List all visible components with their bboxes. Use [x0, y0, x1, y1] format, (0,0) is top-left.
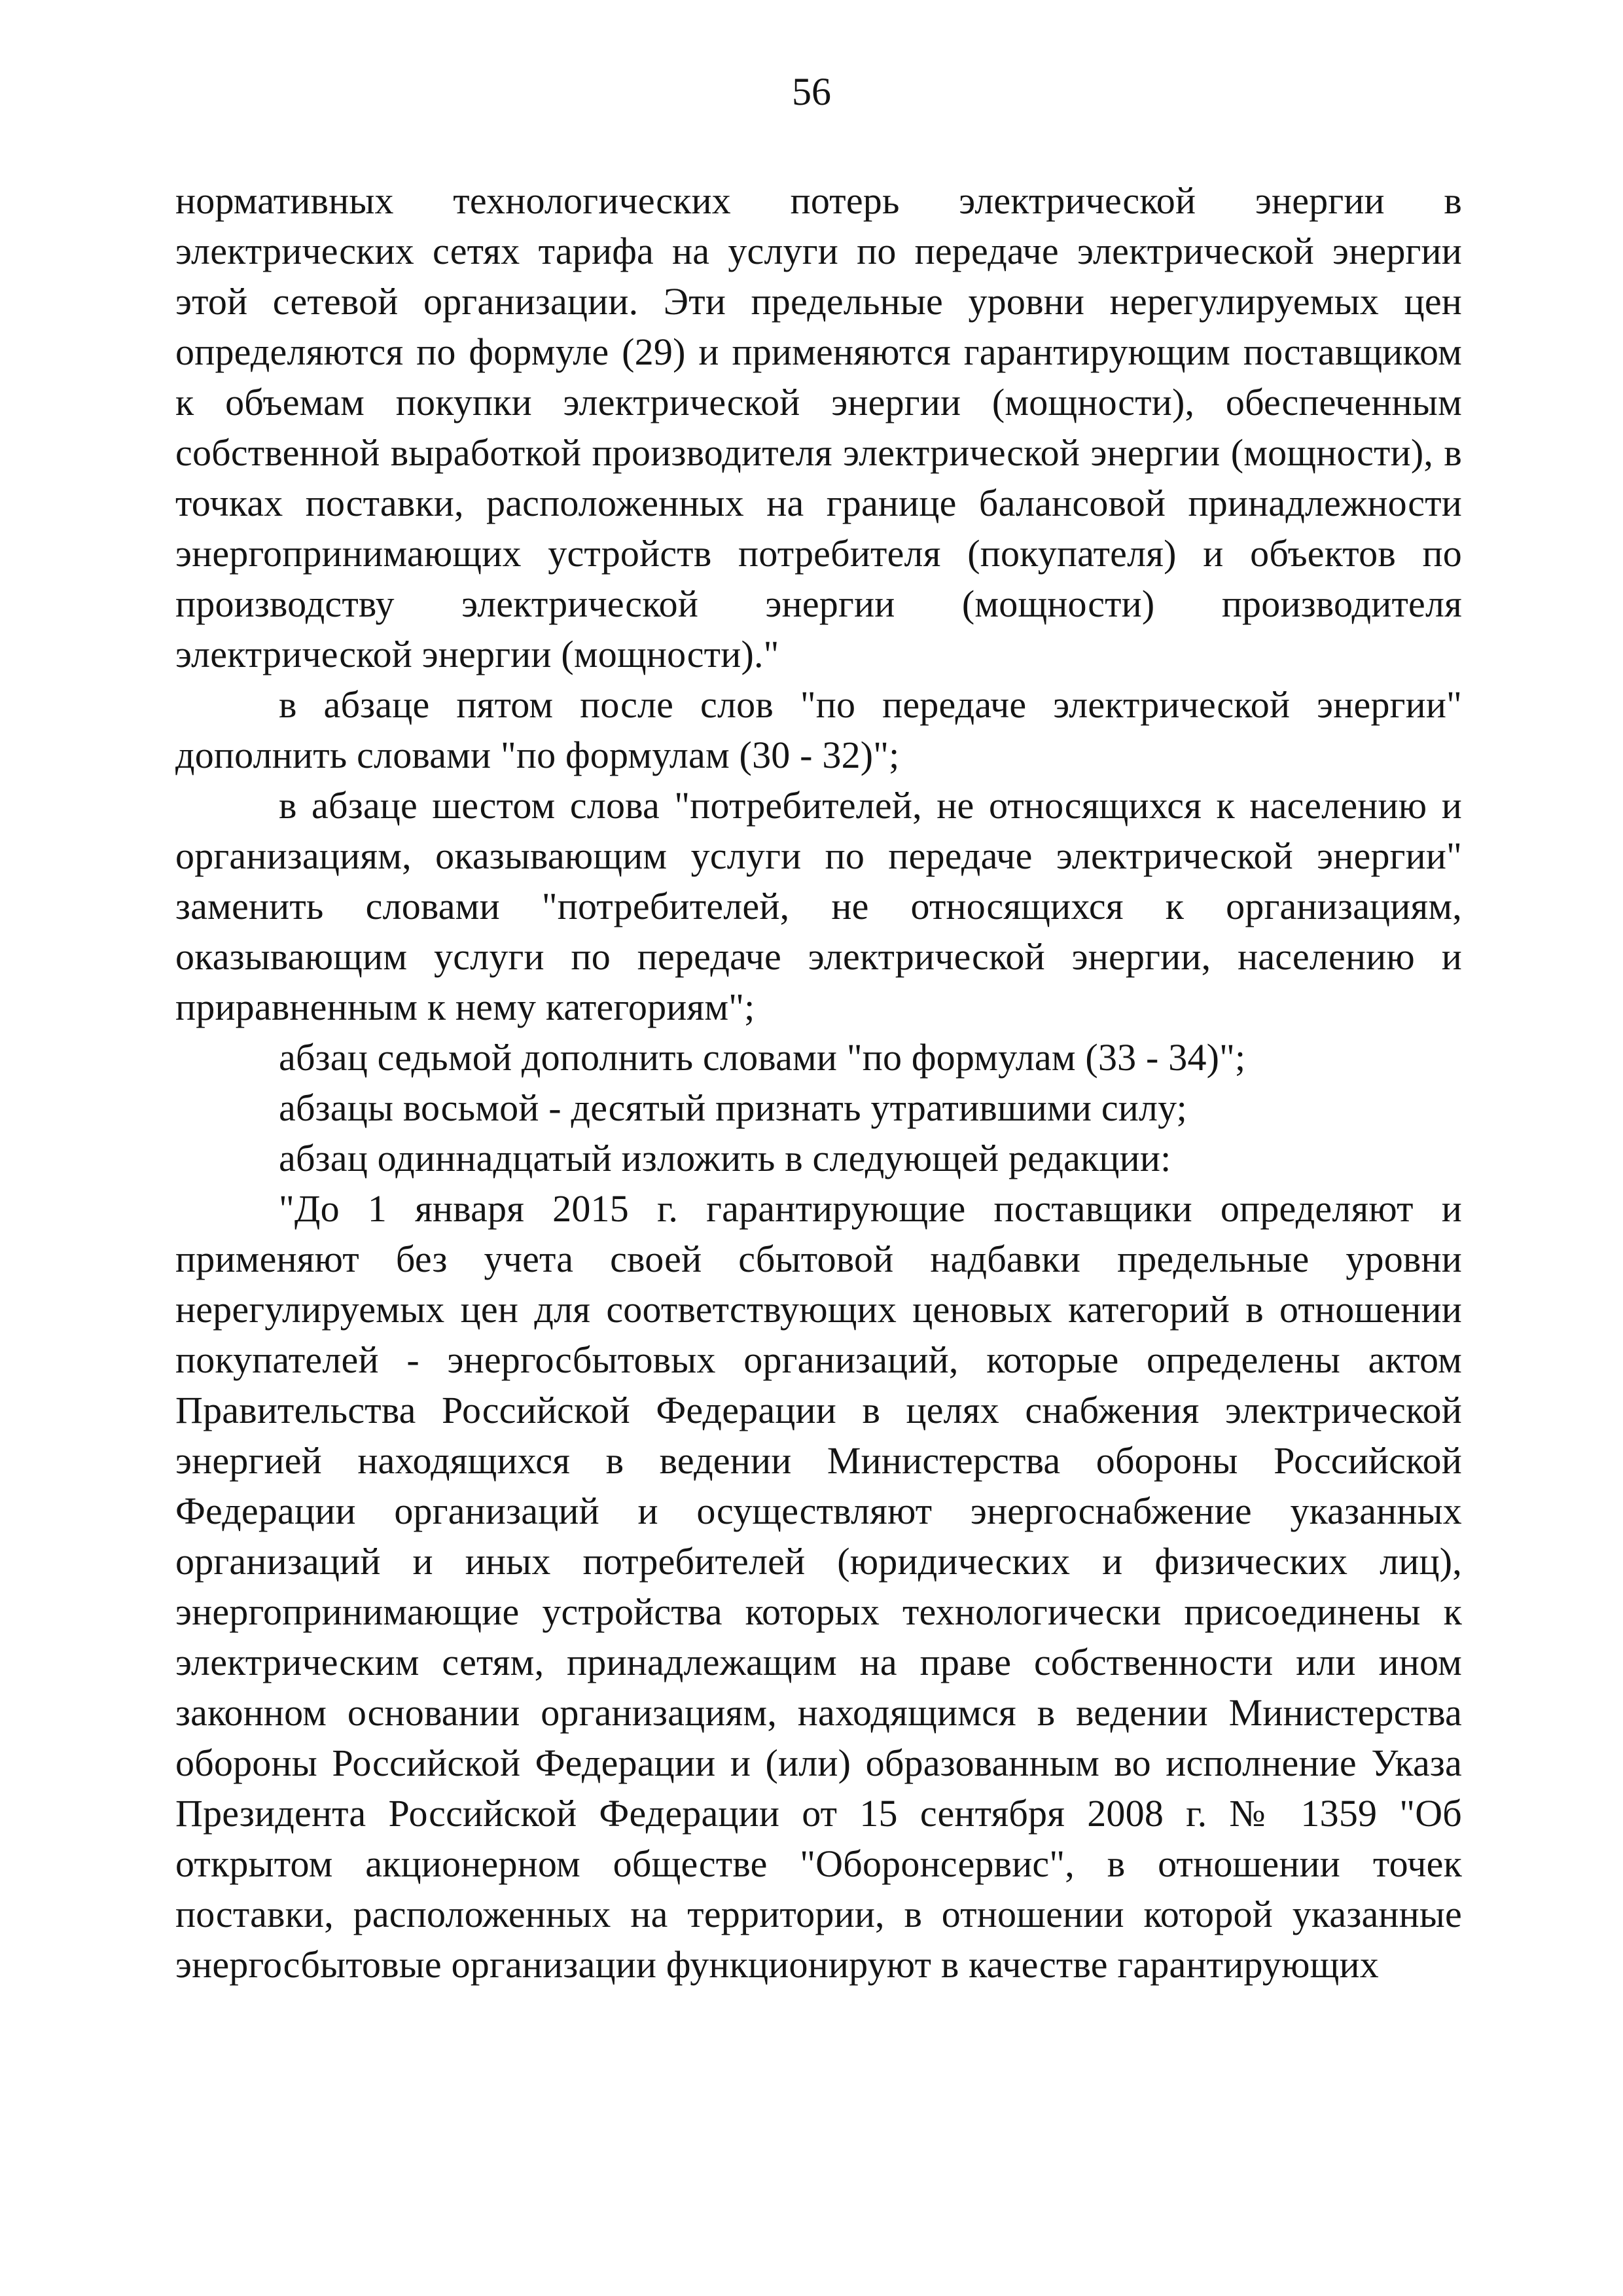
paragraph-1: нормативных технологических потерь электрической энергии в электрических сетях тарифа на услуги по передаче электрической энергии этой сетевой организации. Эти предельные уровни нерегулируемых цен определяются по формуле (29) и применяются гарантирующим поставщиком к объемам покупки электрической энергии (мощности), обеспеченным собственной выработкой производителя электрической энергии (мощности), в точках поставки, расположенных на границе балансовой принадлежности энергопринимающих устройств потребителя (покупателя) и объектов по производству электрической энергии (мощности) производителя электрической энергии (мощности)." [175, 179, 1462, 675]
paragraph-7: "До 1 января 2015 г. гарантирующие поставщики определяют и применяют без учета своей сбытовой надбавки предельные уровни нерегулируемых цен для соответствующих ценовых категорий в отношении покупателей - энергосбытовых организаций, которые определены актом Правительства Российской Федерации в целях снабжения электрической энергией находящихся в ведении Министерства обороны Российской Федерации организаций и осуществляют энергоснабжение указанных организаций и иных потребителей (юридических и физических лиц), энергопринимающие устройства которых технологически присоединены к электрическим сетям, принадлежащим на праве собственности или ином законном основании организациям, находящимся в ведении Министерства обороны Российской Федерации и (или) образованным во исполнение Указа Президента Российской Федерации от 15 сентября 2008 г. № 1359 "Об открытом акционерном обществе "Оборонсервис", в отношении точек поставки, расположенных на территории, в отношении которой указанные энергосбытовые организации функционируют в качестве гарантирующих [175, 1187, 1462, 1986]
document-body [175, 175, 1462, 1990]
paragraph-3: в абзаце шестом слова "потребителей, не относящихся к населению и организациям, оказывающим услуги по передаче электрической энергии" заменить словами "потребителей, не относящихся к организациям, оказывающим услуги по передаче электрической энергии, населению и приравненным к нему категориям"; [175, 784, 1462, 1028]
page-number: 56 [792, 70, 831, 113]
paragraph-4: абзац седьмой дополнить словами "по формулам (33 - 34)"; [279, 1036, 1246, 1079]
paragraph-6: абзац одиннадцатый изложить в следующей редакции: [279, 1137, 1171, 1179]
paragraph-2: в абзаце пятом после слов "по передаче электрической энергии" дополнить словами "по формулам (30 - 32)"; [175, 683, 1462, 776]
paragraph-5: абзацы восьмой - десятый признать утратившими силу; [279, 1086, 1187, 1129]
